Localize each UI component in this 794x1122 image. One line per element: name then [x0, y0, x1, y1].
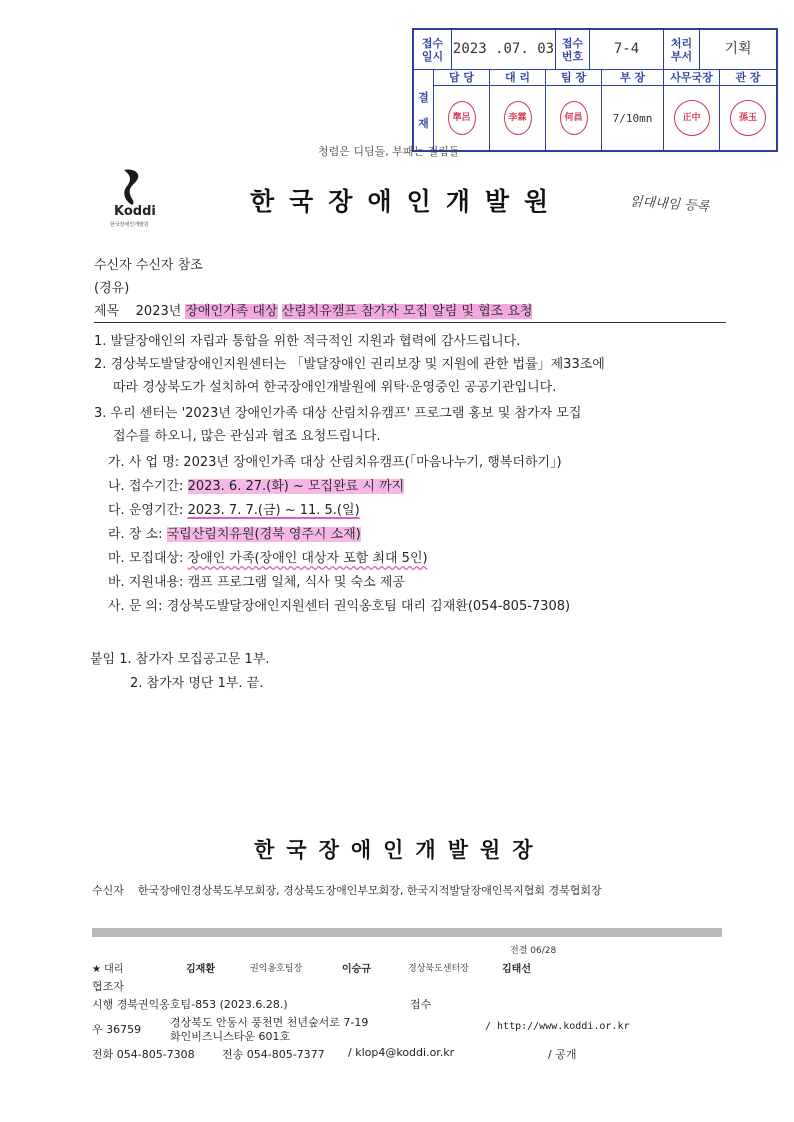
subject-year: 2023년	[135, 304, 182, 319]
receipt-date-value: 2023 .07. 03	[452, 30, 556, 70]
seal-secretary-general: 正中	[674, 100, 710, 136]
receipt-stamp	[412, 28, 778, 152]
item-label: 다. 운영기간:	[108, 503, 184, 518]
seal-cell-6	[720, 86, 776, 150]
header-divider	[94, 322, 726, 323]
item-operation-period	[108, 499, 360, 518]
logo-subtext: 한국장애인개발원	[110, 222, 149, 228]
item-target	[108, 547, 428, 566]
role-secretary-general: 사무국장	[664, 70, 720, 86]
item-value: 캠프 프로그램 일체, 식사 및 숙소 제공	[187, 575, 405, 590]
role-director: 관 장	[720, 70, 776, 86]
paragraph-3a: 3. 우리 센터는 '2023년 장애인가족 대상 산림치유캠프' 프로그램 홍보 및 참가자 모집	[94, 406, 582, 421]
approval-label: 결 재	[414, 70, 434, 150]
paragraph-1: 1. 발달장애인의 자립과 통합을 위한 적극적인 지원과 협력에 감사드립니다.	[94, 334, 521, 349]
item-label: 가. 사 업 명:	[108, 455, 180, 470]
item-project-name	[108, 451, 562, 470]
attachment-1: 붙임 1. 참가자 모집공고문 1부.	[90, 652, 270, 667]
item-value: 국립산림치유원(경북 영주시 소재)	[166, 527, 361, 542]
electronic-approval: 전결 06/28	[510, 946, 557, 956]
role-staff: 담 당	[434, 70, 490, 86]
recipient-line: 수신자 수신자 참조	[94, 258, 203, 273]
subject-label: 제목	[94, 304, 120, 319]
item-label: 라. 장 소:	[108, 527, 163, 542]
subject-highlight-2: 산림치유캠프 참가자 모집 알림 및 협조 요청	[281, 304, 533, 319]
paragraph-2b: 따라 경상북도가 설치하여 한국장애인개발원에 위탁·운영중인 공공기관입니다.	[113, 380, 557, 395]
seal-team-leader: 何昌	[560, 101, 588, 135]
seal-director: 孫玉	[730, 100, 766, 136]
dept-value: 기획	[700, 30, 776, 70]
item-label: 마. 모집대상:	[108, 551, 184, 566]
paragraph-3b: 접수를 하오니, 많은 관심과 협조 요청드립니다.	[113, 429, 381, 444]
seal-cell-5	[664, 86, 720, 150]
role-manager: 부 장	[602, 70, 664, 86]
via-line: (경유)	[94, 281, 130, 296]
homepage-link[interactable]: / http://www.koddi.or.kr	[485, 1021, 630, 1032]
seal-cell-1	[434, 86, 490, 150]
recipients-value: 한국장애인경상북도부모회장, 경상북도장애인부모회장, 한국지적발달장애인복지협회 경북협회장	[137, 884, 602, 897]
address-line-1: 경상북도 안동시 풍천면 천년숲서로 7-19	[170, 1016, 369, 1029]
subject-line	[94, 300, 532, 319]
item-label: 사. 문 의:	[108, 599, 163, 614]
item-location	[108, 523, 361, 542]
item-value: 경상북도발달장애인지원센터 권익옹호팀 대리 김재환(054-805-7308)	[166, 599, 571, 614]
fax-number: 전송 054-805-7377	[222, 1048, 325, 1061]
item-value: 2023년 장애인가족 대상 산림치유캠프(「마음나누기, 행복더하기」)	[183, 455, 562, 470]
receipt-label: 접수	[410, 998, 432, 1011]
approver-name: 김태선	[502, 964, 531, 975]
item-support	[108, 571, 405, 590]
phone-number: 전화 054-805-7308	[92, 1048, 195, 1061]
reviewer-name: 이승규	[342, 964, 371, 975]
role-team-leader: 팀 장	[546, 70, 602, 86]
subject-highlight-1: 장애인가족 대상	[185, 304, 278, 319]
recipients-line	[92, 882, 602, 898]
attachment-2: 2. 참가자 명단 1부. 끝.	[130, 676, 264, 691]
item-inquiry	[108, 595, 570, 614]
logo-mark-icon	[118, 166, 148, 206]
seal-staff: 準呂	[448, 101, 476, 135]
receipt-number-value: 7-4	[590, 30, 664, 70]
org-head-title: 한국장애인개발원장	[254, 838, 545, 862]
seal-cell-3	[546, 86, 602, 150]
item-value: 2023. 6. 27.(화) ~ 모집완료 시 까지	[187, 479, 405, 494]
receipt-number-label: 접수 번호	[556, 30, 590, 70]
signature-manager: 7/10mn	[602, 86, 664, 150]
footer-divider-band	[92, 928, 722, 937]
integrity-motto: 청렴은 디딤돌, 부패는 걸림돌	[318, 145, 460, 158]
seal-cell-2	[490, 86, 546, 150]
paragraph-2a: 2. 경상북도발달장애인지원센터는 「발달장애인 권리보장 및 지원에 관한 법률」제33조에	[94, 357, 605, 372]
role-assistant-manager: 대 리	[490, 70, 546, 86]
item-value: 2023. 7. 7.(금) ~ 11. 5.(일)	[187, 503, 360, 518]
cooperator-label: 협조자	[92, 980, 124, 993]
drafter-role: ★ 대리	[92, 964, 124, 975]
item-value: 장애인 가족(장애인 대상자 포함 최대 5인)	[187, 551, 428, 566]
item-application-period	[108, 475, 404, 494]
postcode: 우 36759	[92, 1023, 142, 1036]
item-label: 바. 지원내용:	[108, 575, 184, 590]
koddi-logo	[104, 166, 164, 236]
reviewer-role: 권익옹호팀장	[250, 964, 303, 974]
logo-text: Koddi	[114, 204, 156, 219]
item-label: 나. 접수기간:	[108, 479, 184, 494]
email-address[interactable]: / klop4@koddi.or.kr	[348, 1046, 455, 1059]
drafter-name: 김재환	[186, 964, 215, 975]
seal-assistant-manager: 李霖	[504, 101, 532, 135]
enforcement-number: 시행 경북권익옹호팀-853 (2023.6.28.)	[92, 998, 288, 1011]
recipients-label: 수신자	[92, 884, 124, 897]
address-line-2: 화인비즈니스타운 601호	[170, 1030, 291, 1043]
disclosure-status: / 공개	[548, 1048, 577, 1061]
handwritten-note: 읽대내임 등록	[629, 194, 710, 215]
receipt-date-label: 접수 일시	[414, 30, 452, 70]
approver-role: 경상북도센터장	[408, 964, 469, 974]
org-title: 한국장애인개발원	[250, 187, 564, 216]
dept-label: 처리 부서	[664, 30, 700, 70]
